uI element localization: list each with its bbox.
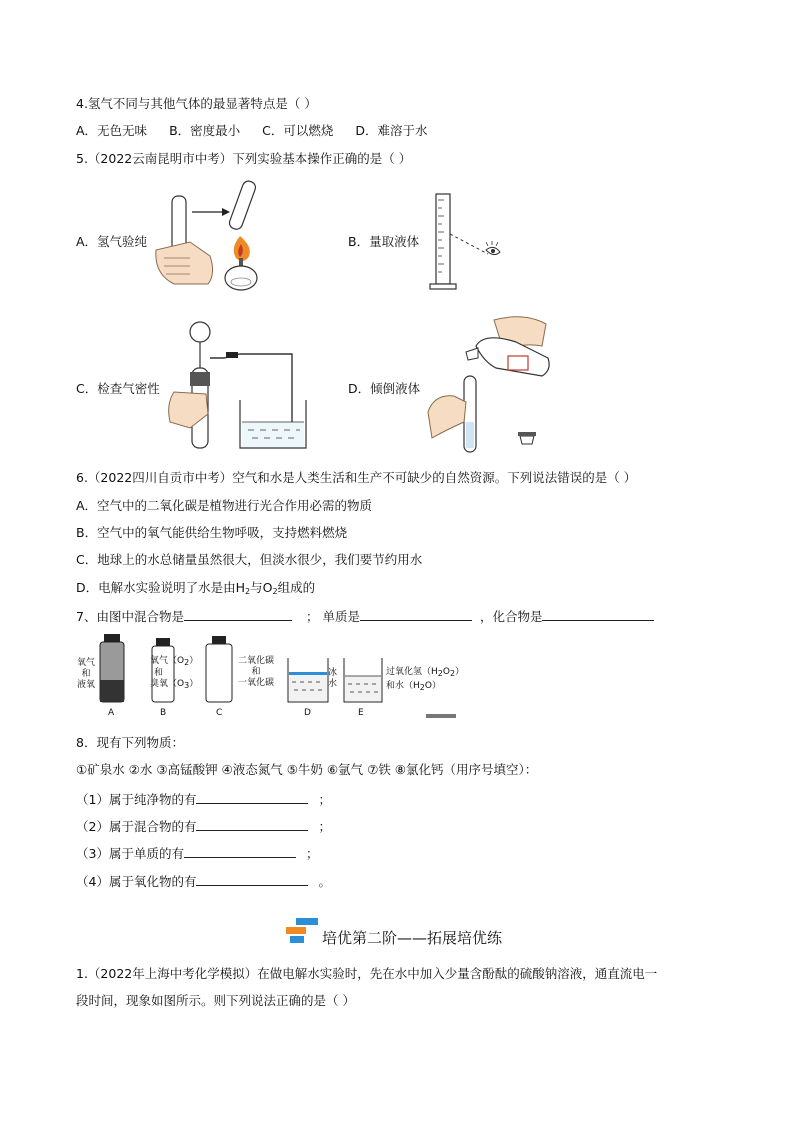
beaker-e-line1-sub: 2 [437, 669, 443, 678]
q8-stem: 8．现有下列物质： [76, 735, 184, 750]
section-title: 培优第二阶——拓展培优练 [322, 929, 503, 947]
bottle-a-label-top: 氧气 [76, 658, 95, 668]
q6-option-d [76, 580, 315, 600]
q8-item-2-end: ； [318, 819, 331, 834]
beaker-e-line1: 过氧化氢（H [386, 667, 438, 677]
q5-option-a: A．氢气验纯 [76, 234, 148, 249]
bottle-c-icon [204, 634, 234, 704]
q8-blank-3[interactable] [184, 844, 296, 858]
q6-stem: 6.（2022四川自贡市中考）空气和水是人类生活和生产不可缺少的自然资源。下列说法错误的是（ ） [76, 470, 637, 485]
beaker-e-line2-sub: 2 [419, 683, 425, 692]
q8-item-3 [76, 844, 318, 862]
q8-item-1 [76, 790, 331, 808]
bottle-b-line2: 和 [154, 668, 164, 678]
q7-part1: 7、由图中混合物是 [76, 609, 184, 624]
q8-blank-1[interactable] [196, 790, 308, 804]
q7-part2: ； 单质是 [305, 609, 360, 624]
beaker-d-line1: 冰 [328, 668, 338, 678]
q7-blank-mixture[interactable] [184, 607, 292, 621]
q5-option-b: B．量取液体 [348, 234, 420, 249]
substance-bottles-figure [70, 632, 470, 724]
beaker-d-line2: 水 [328, 679, 338, 689]
bottle-b-line1-end: ） [189, 656, 199, 666]
q8-item-1-end: ； [318, 792, 331, 807]
q8-item-4 [76, 872, 331, 890]
q6-option-d-sub1: 2 [245, 587, 251, 596]
q4-option-a: A．无色无味 [76, 123, 148, 138]
q7-part3: ，化合物是 [479, 609, 543, 624]
graduated-cylinder-figure [428, 190, 518, 294]
q6-option-d-suffix: 组成的 [277, 580, 316, 595]
bottle-b-line1-sub: 2 [184, 658, 190, 667]
q8-item-4-label: （4）属于氧化物的有 [76, 874, 197, 889]
bottle-b-line3-sub: 3 [184, 681, 190, 690]
beaker-e-icon [342, 654, 384, 704]
q6-option-c: C．地球上的水总储量虽然很大，但淡水很少，我们要节约用水 [76, 552, 423, 567]
pouring-liquid-figure [424, 312, 554, 458]
bottle-a-label-bot: 液氧 [76, 680, 95, 690]
beaker-e-line1-end: ） [455, 667, 465, 677]
q7-blank-element[interactable] [360, 607, 472, 621]
beaker-d-icon [286, 654, 330, 704]
q8-item-2 [76, 817, 331, 835]
q4-stem: 4.氢气不同与其他气体的最显著特点是（ ） [76, 96, 317, 111]
q6-option-d-prefix: D．电解水实验说明了水是由H [76, 580, 246, 595]
q8-blank-4[interactable] [196, 872, 308, 886]
bottle-a-label-mid: 和 [81, 669, 91, 679]
beaker-e-line2-end: O） [424, 681, 441, 691]
q4-option-b: B．密度最小 [169, 123, 241, 138]
section-logo-icon [286, 918, 320, 944]
q8-item-3-end: ； [305, 846, 319, 861]
beaker-d-letter: D [304, 708, 311, 718]
bottle-c-line3: 一氧化碳 [238, 678, 275, 688]
q9-stem-line2: 段时间，现象如图所示。则下列说法正确的是（ ） [76, 993, 355, 1008]
q8-item-2-label: （2）属于混合物的有 [76, 819, 197, 834]
q4-options [76, 123, 450, 139]
bottle-c-line1: 二氧化碳 [238, 656, 275, 666]
q5-option-d: D．倾倒液体 [348, 381, 421, 396]
q4-option-d: D．难溶于水 [355, 123, 428, 138]
hydrogen-purity-test-figure [150, 178, 270, 294]
q6-option-d-mid: 与O [250, 580, 273, 595]
bottle-c-line2: 和 [251, 667, 261, 677]
q8-item-3-label: （3）属于单质的有 [76, 846, 184, 861]
beaker-e-line1-mid: O [442, 667, 450, 677]
bottle-b-line1: 氧气（O [150, 656, 185, 666]
q8-item-4-end: 。 [318, 874, 331, 889]
bottle-b-line3-end: ） [189, 679, 199, 689]
q4-option-c: C．可以燃烧 [262, 123, 334, 138]
bottle-a-letter: A [108, 708, 115, 718]
q6-option-b: B．空气中的氧气能供给生物呼吸，支持燃料燃烧 [76, 525, 348, 540]
q6-option-d-sub2: 2 [272, 587, 278, 596]
q5-option-c: C．检查气密性 [76, 381, 160, 396]
q5-stem: 5.（2022云南昆明市中考）下列实验基本操作正确的是（ ） [76, 151, 412, 166]
beaker-e-line1-sub2: 2 [449, 669, 456, 678]
q9-stem-line1: 1.（2022年上海中考化学模拟）在做电解水实验时，先在水中加入少量含酚酞的硫酸钠溶液，通直流电一 [76, 966, 658, 981]
q7-blank-compound[interactable] [542, 607, 654, 621]
q8-item-1-label: （1）属于纯净物的有 [76, 792, 197, 807]
bottle-c-letter: C [216, 708, 223, 718]
q6-option-a: A．空气中的二氧化碳是植物进行光合作用必需的物质 [76, 498, 373, 513]
airtightness-test-figure [160, 318, 310, 454]
beaker-e-letter: E [358, 708, 364, 718]
q8-substance-list: ①矿泉水 ②水 ③高锰酸钾 ④液态氮气 ⑤牛奶 ⑥氩气 ⑦铁 ⑧氯化钙（用序号填空）： [76, 762, 538, 777]
bottle-b-line3: 臭氧（O [150, 679, 185, 689]
bottle-b-letter: B [160, 708, 167, 718]
beaker-e-line2: 和水（H [386, 681, 420, 691]
figure-scale-bar [426, 714, 456, 718]
bottle-a-icon [98, 632, 126, 704]
q8-blank-2[interactable] [196, 817, 308, 831]
q7-stem [76, 607, 654, 625]
